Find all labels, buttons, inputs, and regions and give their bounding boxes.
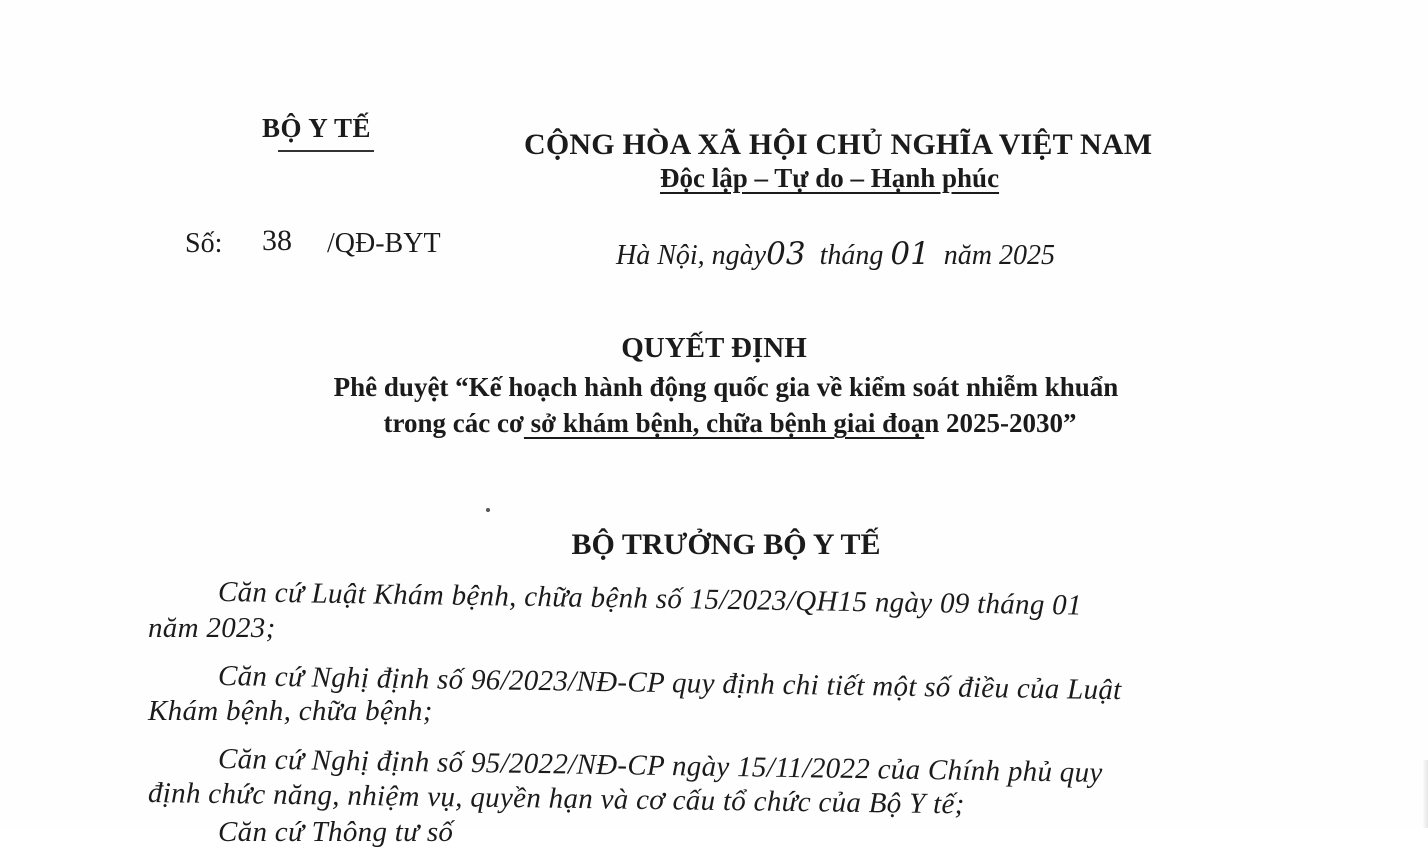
- country-name: CỘNG HÒA XÃ HỘI CHỦ NGHĨA VIỆT NAM: [524, 128, 1153, 161]
- national-motto: Độc lập – Tự do – Hạnh phúc: [660, 163, 1000, 193]
- legal-basis-1-line-2: năm 2023;: [148, 612, 276, 644]
- legal-basis-2-line-2: Khám bệnh, chữa bệnh;: [148, 695, 433, 727]
- issuer-title: BỘ TRƯỞNG BỘ Y TẾ: [571, 528, 881, 561]
- reference-suffix: /QĐ-BYT: [327, 228, 441, 259]
- issuing-agency: BỘ Y TẾ: [262, 113, 372, 143]
- date-month-label: tháng: [819, 240, 884, 271]
- issue-date: [616, 236, 1055, 272]
- reference-label: Số:: [185, 228, 223, 259]
- date-month: 01: [890, 236, 930, 272]
- subtitle-line-2-underlined: sở khám bệnh, chữa bệnh giai đoạ: [523, 408, 925, 438]
- date-year: 2025: [999, 240, 1056, 271]
- scan-edge-shadow: [1422, 760, 1428, 828]
- scan-speck: [486, 508, 490, 512]
- document-title: QUYẾT ĐỊNH: [621, 332, 807, 364]
- subtitle-line-2: [16, 408, 1428, 439]
- subtitle-line-2-prefix: trong các cơ: [383, 408, 524, 438]
- subtitle-line-2-suffix: n 2025-2030”: [924, 408, 1077, 438]
- legal-basis-3-line-1: Căn cứ Nghị định số 95/2022/NĐ-CP ngày 15/11/2022 của Chính phủ quy: [217, 743, 1103, 789]
- reference-number: 38: [262, 224, 292, 257]
- subtitle-line-1: Phê duyệt “Kế hoạch hành động quốc gia về kiểm soát nhiễm khuẩn: [333, 372, 1119, 402]
- date-day: 03: [766, 236, 806, 272]
- legal-basis-4-line-1: Căn cứ Thông tư số: [218, 816, 454, 848]
- date-year-label: năm: [943, 240, 993, 271]
- legal-basis-1-line-1: Căn cứ Luật Khám bệnh, chữa bệnh số 15/2023/QH15 ngày 09 tháng 01: [217, 576, 1083, 622]
- legal-basis-2-line-1: Căn cứ Nghị định số 96/2023/NĐ-CP quy định chi tiết một số điều của Luật: [217, 660, 1122, 707]
- date-prefix: Hà Nội, ngày: [616, 240, 767, 271]
- agency-underline: [278, 150, 374, 152]
- legal-basis-3-line-2: định chức năng, nhiệm vụ, quyền hạn và cơ cấu tổ chức của Bộ Y tế;: [147, 777, 965, 821]
